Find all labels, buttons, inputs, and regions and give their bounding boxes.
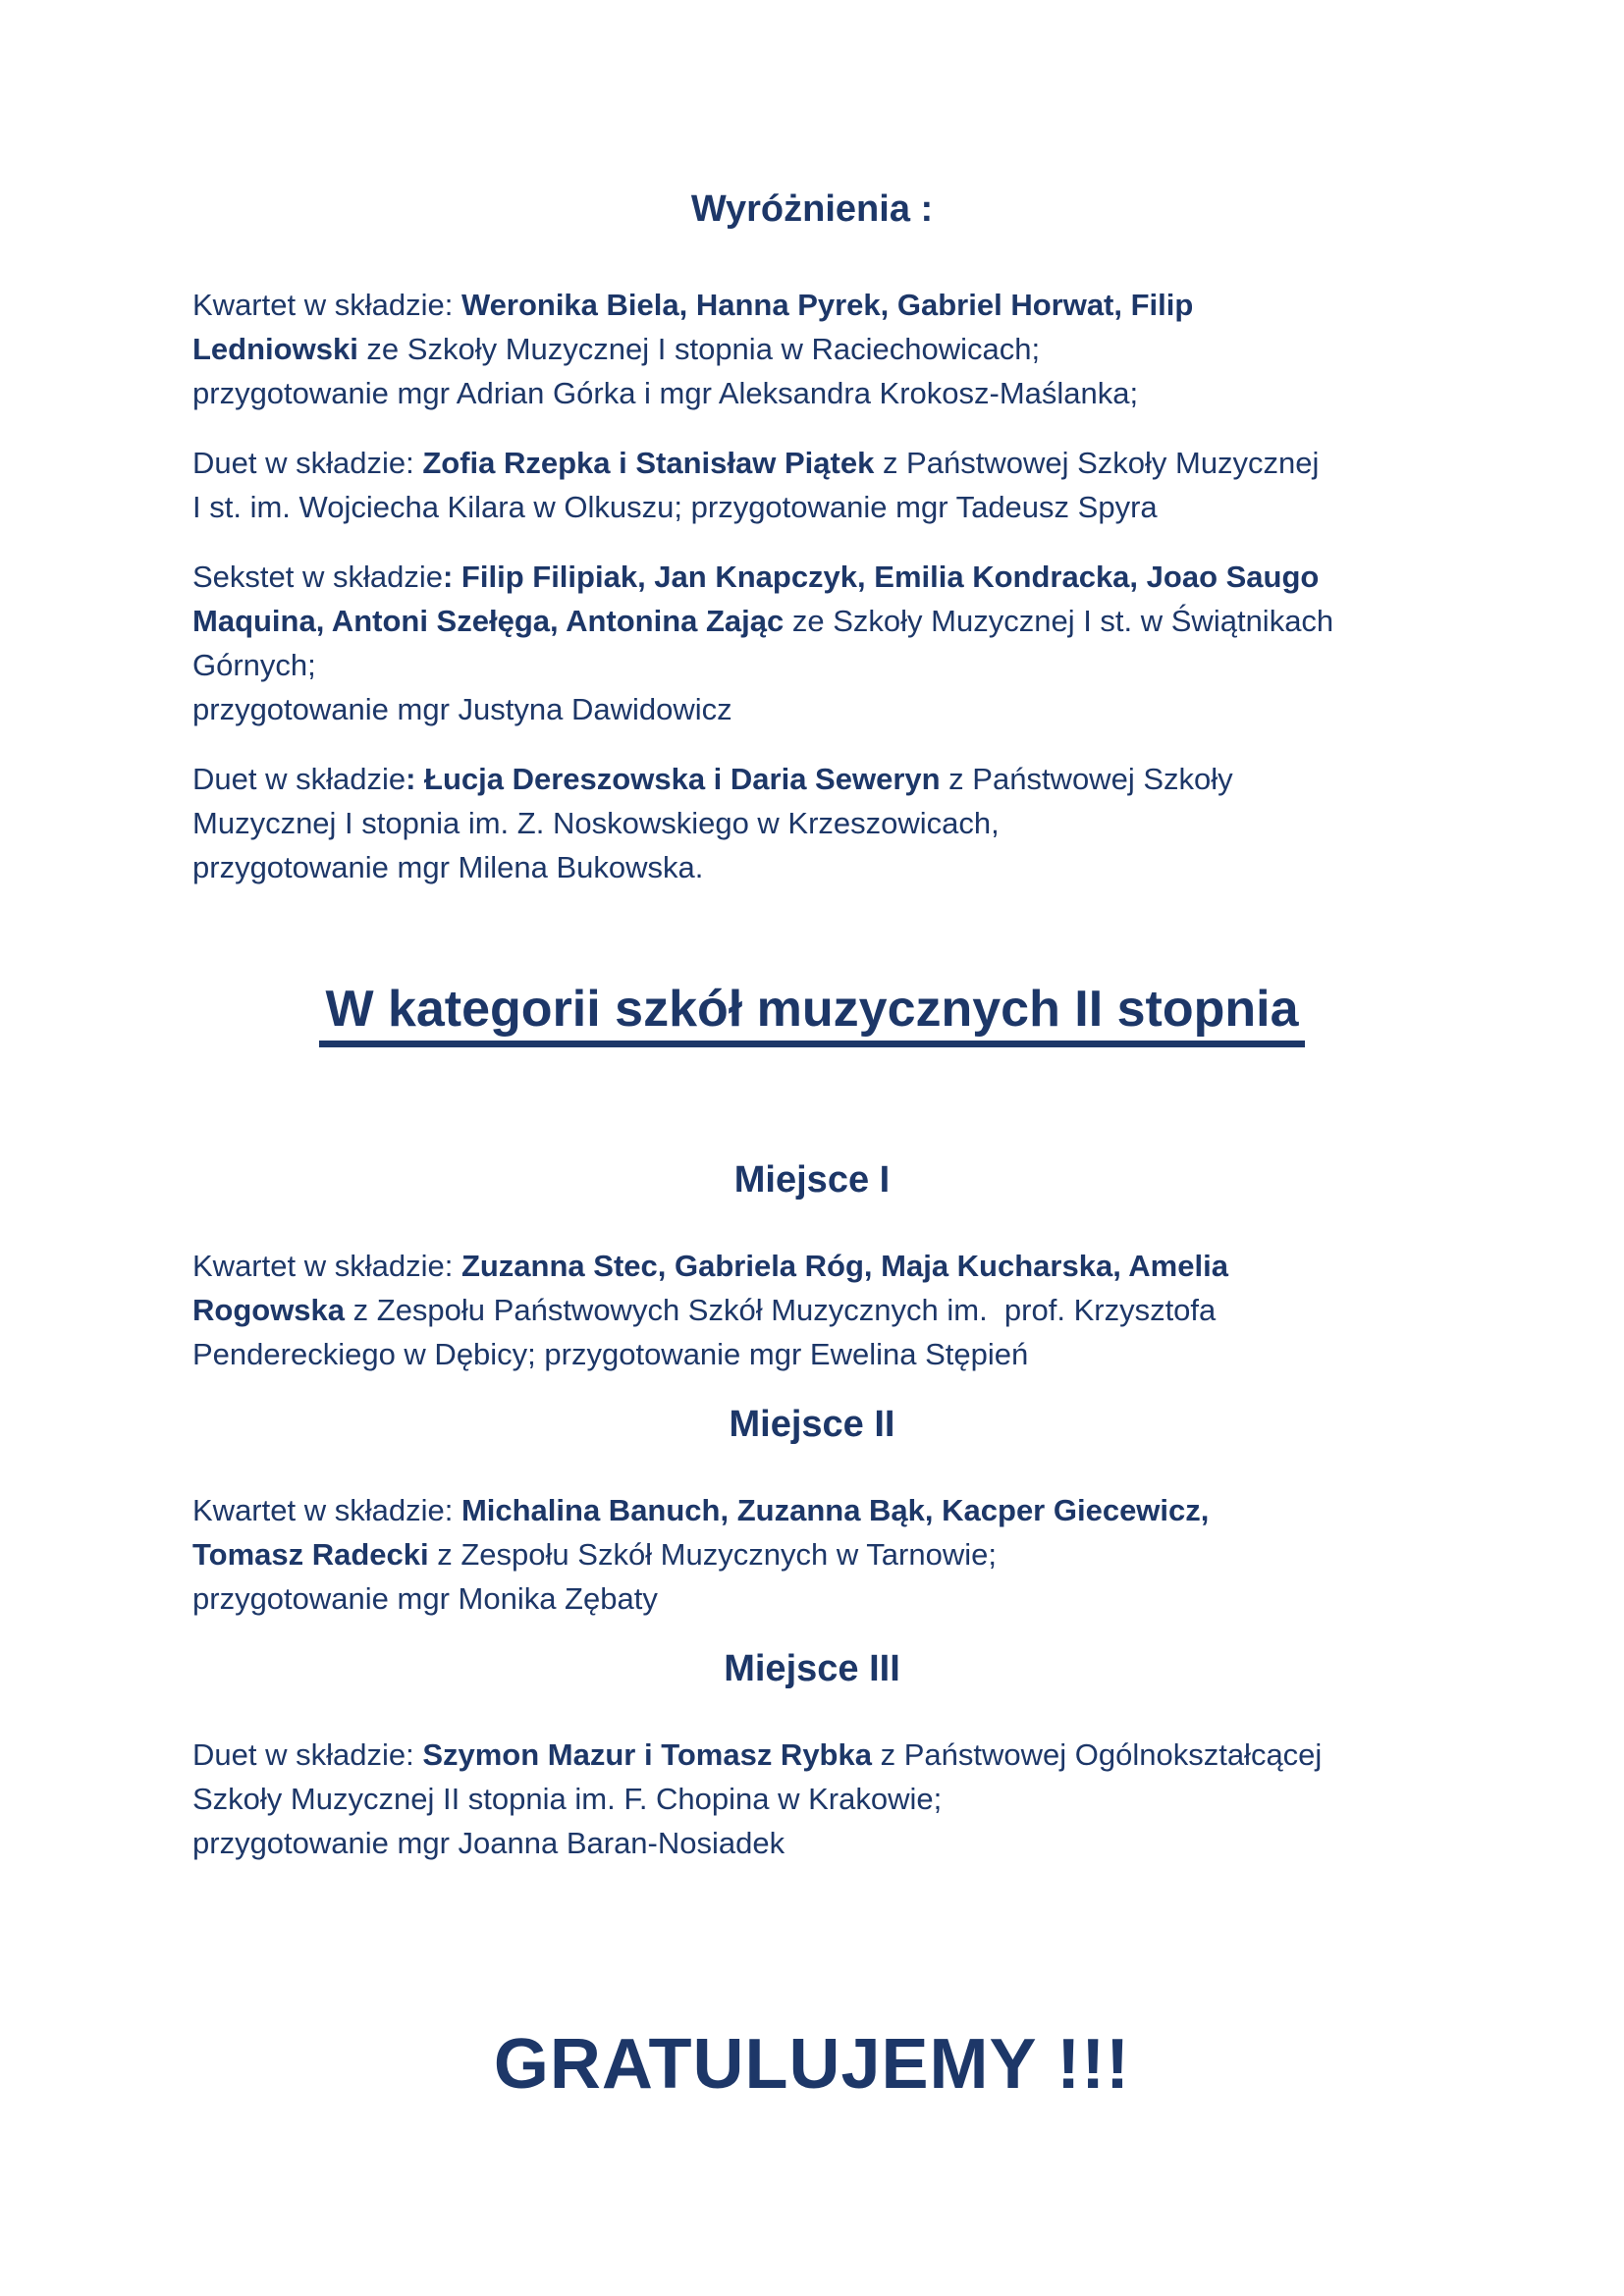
place-1-entry: Kwartet w składzie: Zuzanna Stec, Gabriela Róg, Maja Kucharska, Amelia Rogowska z Zespołu Państwowych Szkół Muzycznych im. prof. Krzysztofa Pendereckiego w Dębicy; przygotowanie mgr Ewelina Stępień xyxy=(192,1249,1228,1371)
category-heading-wrap xyxy=(192,980,1432,1047)
place-2-entry: Kwartet w składzie: Michalina Banuch, Zuzanna Bąk, Kacper Giecewicz, Tomasz Radecki z Zespołu Szkół Muzycznych w Tarnowie; przygotowanie mgr Monika Zębaty xyxy=(192,1493,1210,1616)
award-entry-kwartet-raciechowice: Kwartet w składzie: Weronika Biela, Hanna Pyrek, Gabriel Horwat, Filip Ledniowski ze Szkoły Muzycznej I stopnia w Raciechowicach; przygotowanie mgr Adrian Górka i mgr Aleksandra Krokosz-Maślanka; xyxy=(192,288,1194,410)
award-entry-sekstet-swiatniki: Sekstet w składzie: Filip Filipiak, Jan Knapczyk, Emilia Kondracka, Joao Saugo Maquina, Antoni Szełęga, Antonina Zając ze Szkoły Muzycznej I st. w Świątnikach Górnych; przygotowanie mgr Justyna Dawidowicz xyxy=(192,560,1334,726)
award-entry-duet-krzeszowice: Duet w składzie: Łucja Dereszowska i Daria Seweryn z Państwowej Szkoły Muzycznej I stopnia im. Z. Noskowskiego w Krzeszowicach, przygotowanie mgr Milena Bukowska. xyxy=(192,762,1233,884)
place-1-heading: Miejsce I xyxy=(733,1159,891,1201)
awards-heading: Wyróżnienia : xyxy=(690,188,934,230)
place-2-heading: Miejsce II xyxy=(729,1404,895,1445)
congratulations-text: GRATULUJEMY !!! xyxy=(493,2025,1131,2104)
category-heading: W kategorii szkół muzycznych II stopnia xyxy=(319,980,1304,1047)
place-3-entry: Duet w składzie: Szymon Mazur i Tomasz Rybka z Państwowej Ogólnokształcącej Szkoły Muzycznej II stopnia im. F. Chopina w Krakowie; przygotowanie mgr Joanna Baran-Nosiadek xyxy=(192,1737,1323,1860)
place-3-heading: Miejsce III xyxy=(724,1648,900,1689)
award-entry-duet-olkusz: Duet w składzie: Zofia Rzepka i Stanisław Piątek z Państwowej Szkoły Muzycznej I st. im. Wojciecha Kilara w Olkuszu; przygotowanie mgr Tadeusz Spyra xyxy=(192,446,1320,524)
